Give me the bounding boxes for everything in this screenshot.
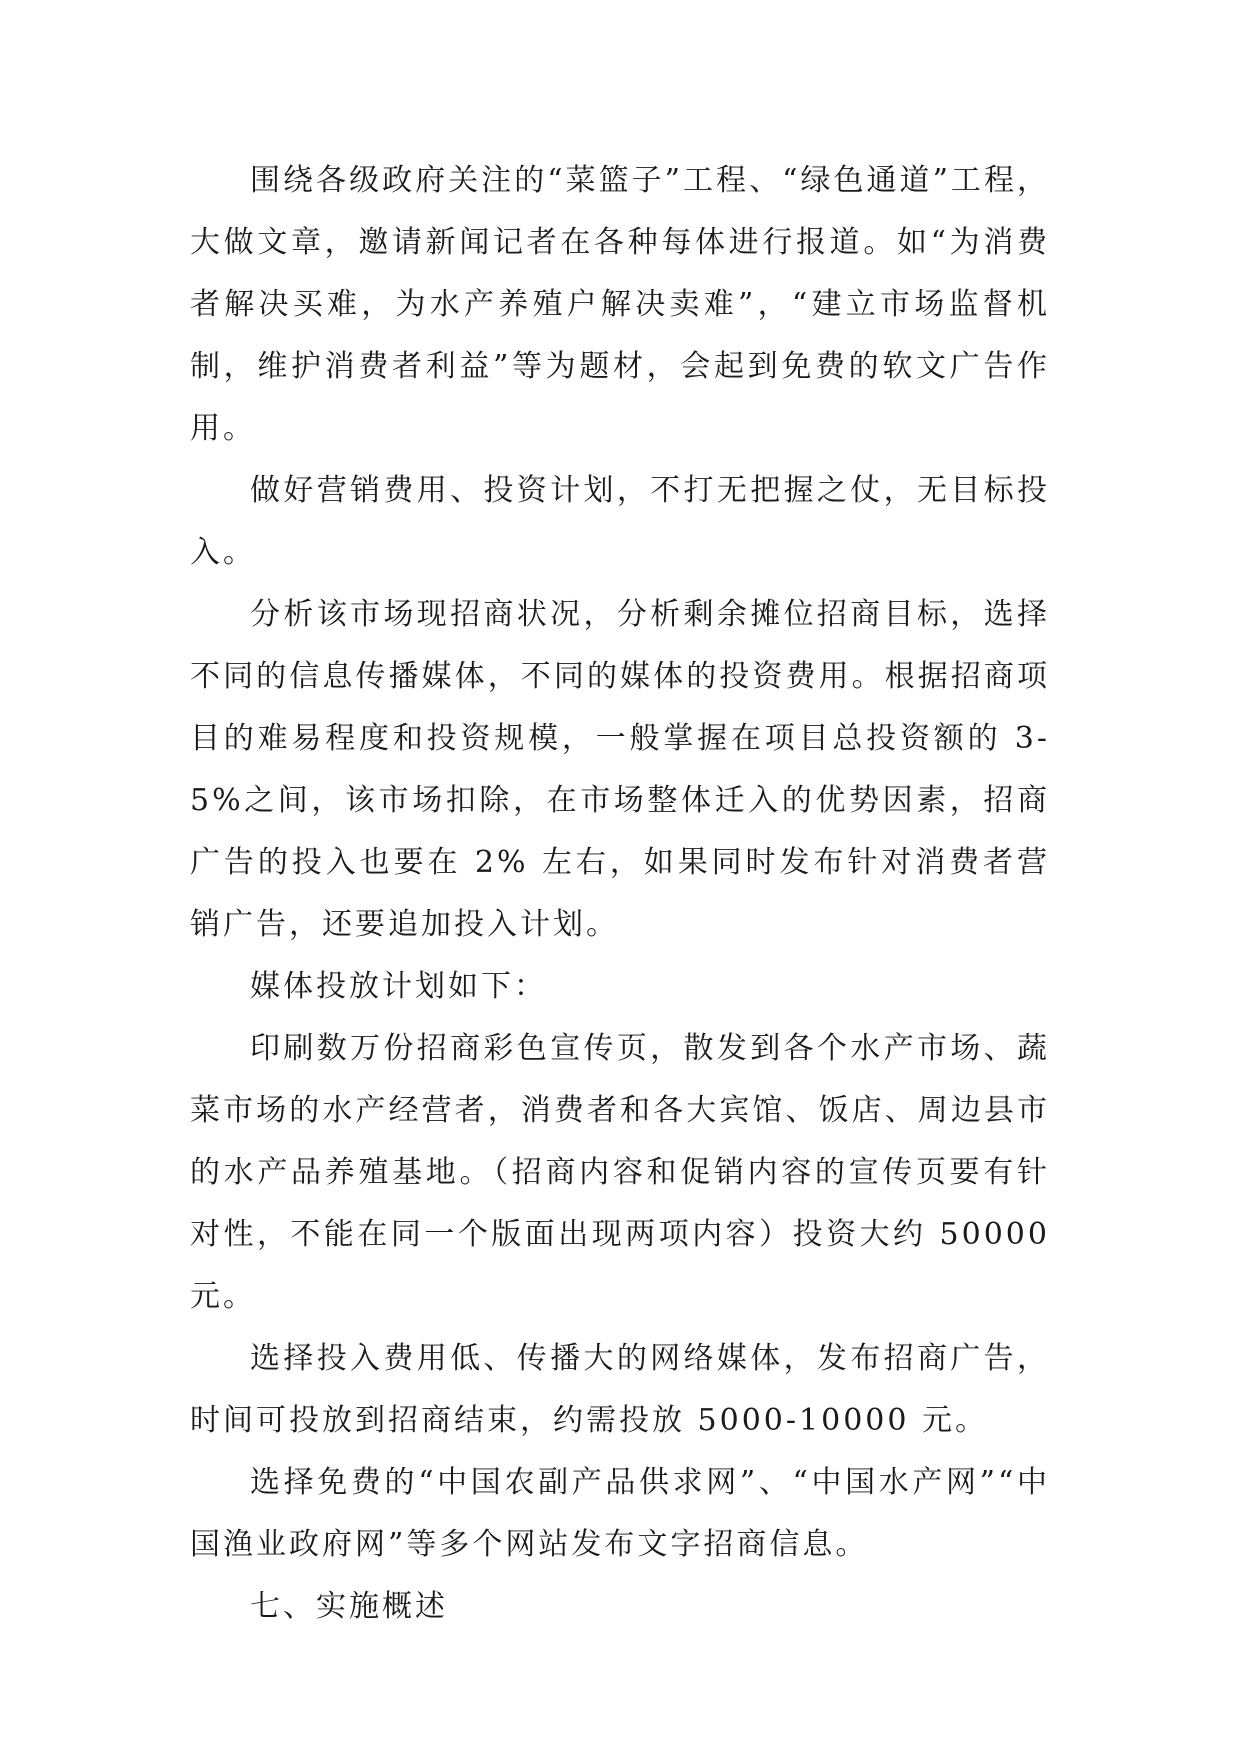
- document-body: [190, 150, 1050, 1638]
- paragraph-2: 做好营销费用、投资计划，不打无把握之仗，无目标投入。: [190, 473, 1050, 570]
- paragraph-3: 分析该市场现招商状况，分析剩余摊位招商目标，选择不同的信息传播媒体，不同的媒体的投资费用。根据招商项目的难易程度和投资规模，一般掌握在项目总投资额的 3-5%之间，该市场扣除，在市场整体迁入的优势因素，招商广告的投入也要在 2% 左右，如果同时发布针对消费者营销广告，还要追加投入计划。: [190, 597, 1050, 942]
- paragraph-1: 围绕各级政府关注的“菜篮子”工程、“绿色通道”工程，大做文章，邀请新闻记者在各种每体进行报道。如“为消费者解决买难，为水产养殖户解决卖难”，“建立市场监督机制，维护消费者利益”等为题材，会起到免费的软文广告作用。: [190, 163, 1050, 446]
- paragraph-4: 媒体投放计划如下：: [250, 969, 547, 1004]
- paragraph-6: 选择投入费用低、传播大的网络媒体，发布招商广告，时间可投放到招商结束，约需投放 5000-10000 元。: [190, 1341, 1050, 1438]
- paragraph-5: 印刷数万份招商彩色宣传页，散发到各个水产市场、蔬菜市场的水产经营者，消费者和各大宾馆、饭店、周边县市的水产品养殖基地。（招商内容和促销内容的宣传页要有针对性，不能在同一个版面出现两项内容）投资大约 50000 元。: [190, 1031, 1050, 1314]
- section-heading: 七、实施概述: [250, 1589, 448, 1624]
- paragraph-7: 选择免费的“中国农副产品供求网”、“中国水产网”“中国渔业政府网”等多个网站发布文字招商信息。: [190, 1465, 1050, 1562]
